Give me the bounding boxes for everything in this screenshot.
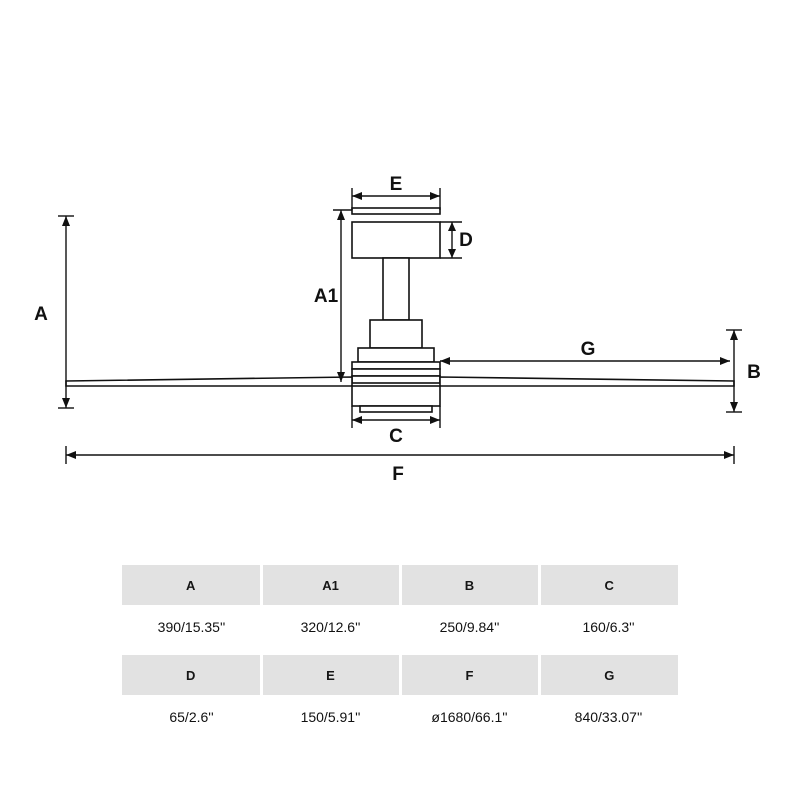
- fan-bottom-cap: [352, 386, 440, 412]
- table-value-cell: 250/9.84'': [400, 605, 539, 649]
- table-value-cell: 320/12.6'': [261, 605, 400, 649]
- label-F: F: [392, 464, 404, 485]
- label-A: A: [34, 304, 48, 325]
- fan-canopy-box: [352, 222, 440, 258]
- table-value-cell: ø1680/66.1'': [400, 695, 539, 739]
- table-value-cell: 840/33.07'': [539, 695, 678, 739]
- dimension-F: [66, 446, 734, 464]
- label-A1: A1: [313, 286, 339, 307]
- fan-blade-right: [440, 377, 734, 386]
- dimension-B: [726, 330, 742, 412]
- table-header-cell: E: [261, 655, 400, 695]
- table-header-cell: B: [400, 565, 539, 605]
- table-row: [122, 565, 678, 605]
- table-value-cell: 390/15.35'': [122, 605, 261, 649]
- table-header-cell: F: [400, 655, 539, 695]
- fan-canopy-plate: [352, 208, 440, 214]
- table-header-cell: C: [539, 565, 678, 605]
- dimension-spec-table: [122, 565, 678, 739]
- label-G: G: [580, 339, 596, 360]
- table-header-cell: D: [122, 655, 261, 695]
- fan-motor-housing-top: [370, 320, 422, 348]
- table-header-cell: G: [539, 655, 678, 695]
- fan-motor-housing-middle: [358, 348, 434, 362]
- fan-downrod: [383, 258, 409, 320]
- table-value-cell: 65/2.6'': [122, 695, 261, 739]
- table-value-cell: 150/5.91'': [261, 695, 400, 739]
- table-value-cell: 160/6.3'': [539, 605, 678, 649]
- table-header-cell: A1: [261, 565, 400, 605]
- table-row: [122, 655, 678, 695]
- label-D: D: [459, 230, 473, 251]
- label-E: E: [389, 174, 403, 195]
- label-B: B: [747, 362, 761, 383]
- table-row: [122, 695, 678, 739]
- table-row: [122, 605, 678, 649]
- fan-blade-left: [66, 377, 352, 386]
- dimension-A: [58, 216, 74, 408]
- table-header-cell: A: [122, 565, 261, 605]
- fan-motor-rings: [352, 362, 440, 383]
- label-C: C: [389, 426, 403, 447]
